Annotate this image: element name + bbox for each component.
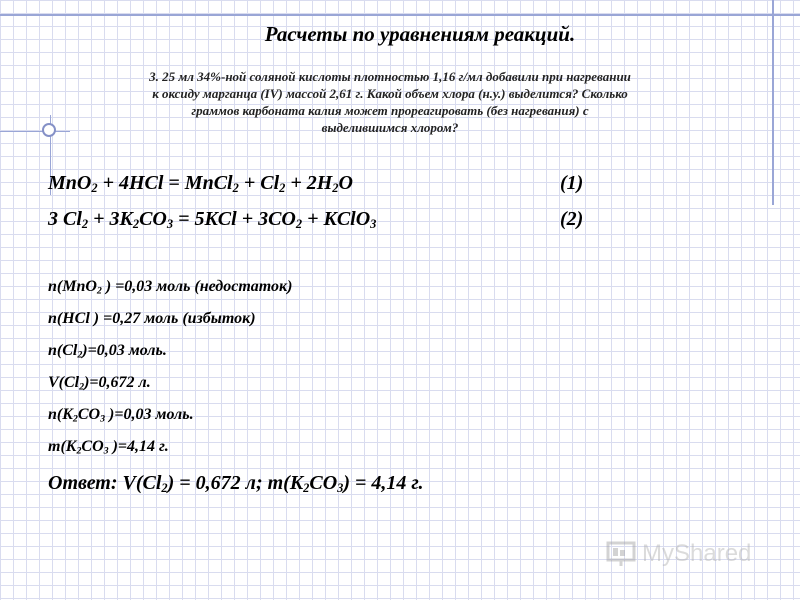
calculation-line: $m(K_2CO_3$ )=4,14 г. — [48, 438, 169, 457]
watermark — [606, 540, 751, 568]
watermark-text: MyShared — [642, 540, 752, 567]
equation-1: MnO$_2$ + 4HCl = MnCl$_2$ + $Cl_2 + 2H_2O$ — [48, 172, 353, 196]
problem-statement — [80, 68, 700, 136]
equation-2-number: (2) — [560, 208, 584, 230]
answer-line: Ответ: $V(Cl_2) = 0,672$ л; $m(K_2CO_3) = 4,14$ г. — [48, 472, 424, 496]
equation-2: 3 $Cl_2 + 3K_2CO_3 = 5KCl + 3CO_2$ + KClO$_3$ — [48, 208, 377, 232]
calculation-line: n(HCl ) =0,27 моль (избыток) — [48, 310, 256, 327]
slide-title: Расчеты по уравнениям реакций. — [264, 22, 576, 46]
presentation-screen-icon — [606, 541, 636, 567]
decorative-line-left-horizontal — [0, 131, 70, 132]
decorative-circle — [42, 123, 56, 137]
problem-line: выделившимся хлором? — [321, 120, 459, 135]
problem-line: к оксиду марганца (IV) массой 2,61 г. Какой объем хлора (н.у.) выделится? Сколько — [152, 86, 628, 101]
calculation-line: $n(K_2CO_3$ )=0,03 моль. — [48, 406, 194, 425]
problem-line: граммов карбоната калия может прореагировать (без нагревания) с — [191, 103, 589, 118]
decorative-line-top — [0, 14, 800, 16]
calculation-line: n(MnO$_2$ ) =0,03 моль (недостаток) — [48, 278, 293, 297]
calculation-line: $V(Cl_2)=0,672$ л. — [48, 374, 151, 393]
calculation-line: $n(Cl_2)=0,03$ моль. — [48, 342, 167, 361]
equation-1-number: (1) — [560, 172, 584, 194]
problem-line: 3. 25 мл 34%-ной соляной кислоты плотностью 1,16 г/мл добавили при нагревании — [149, 69, 631, 84]
